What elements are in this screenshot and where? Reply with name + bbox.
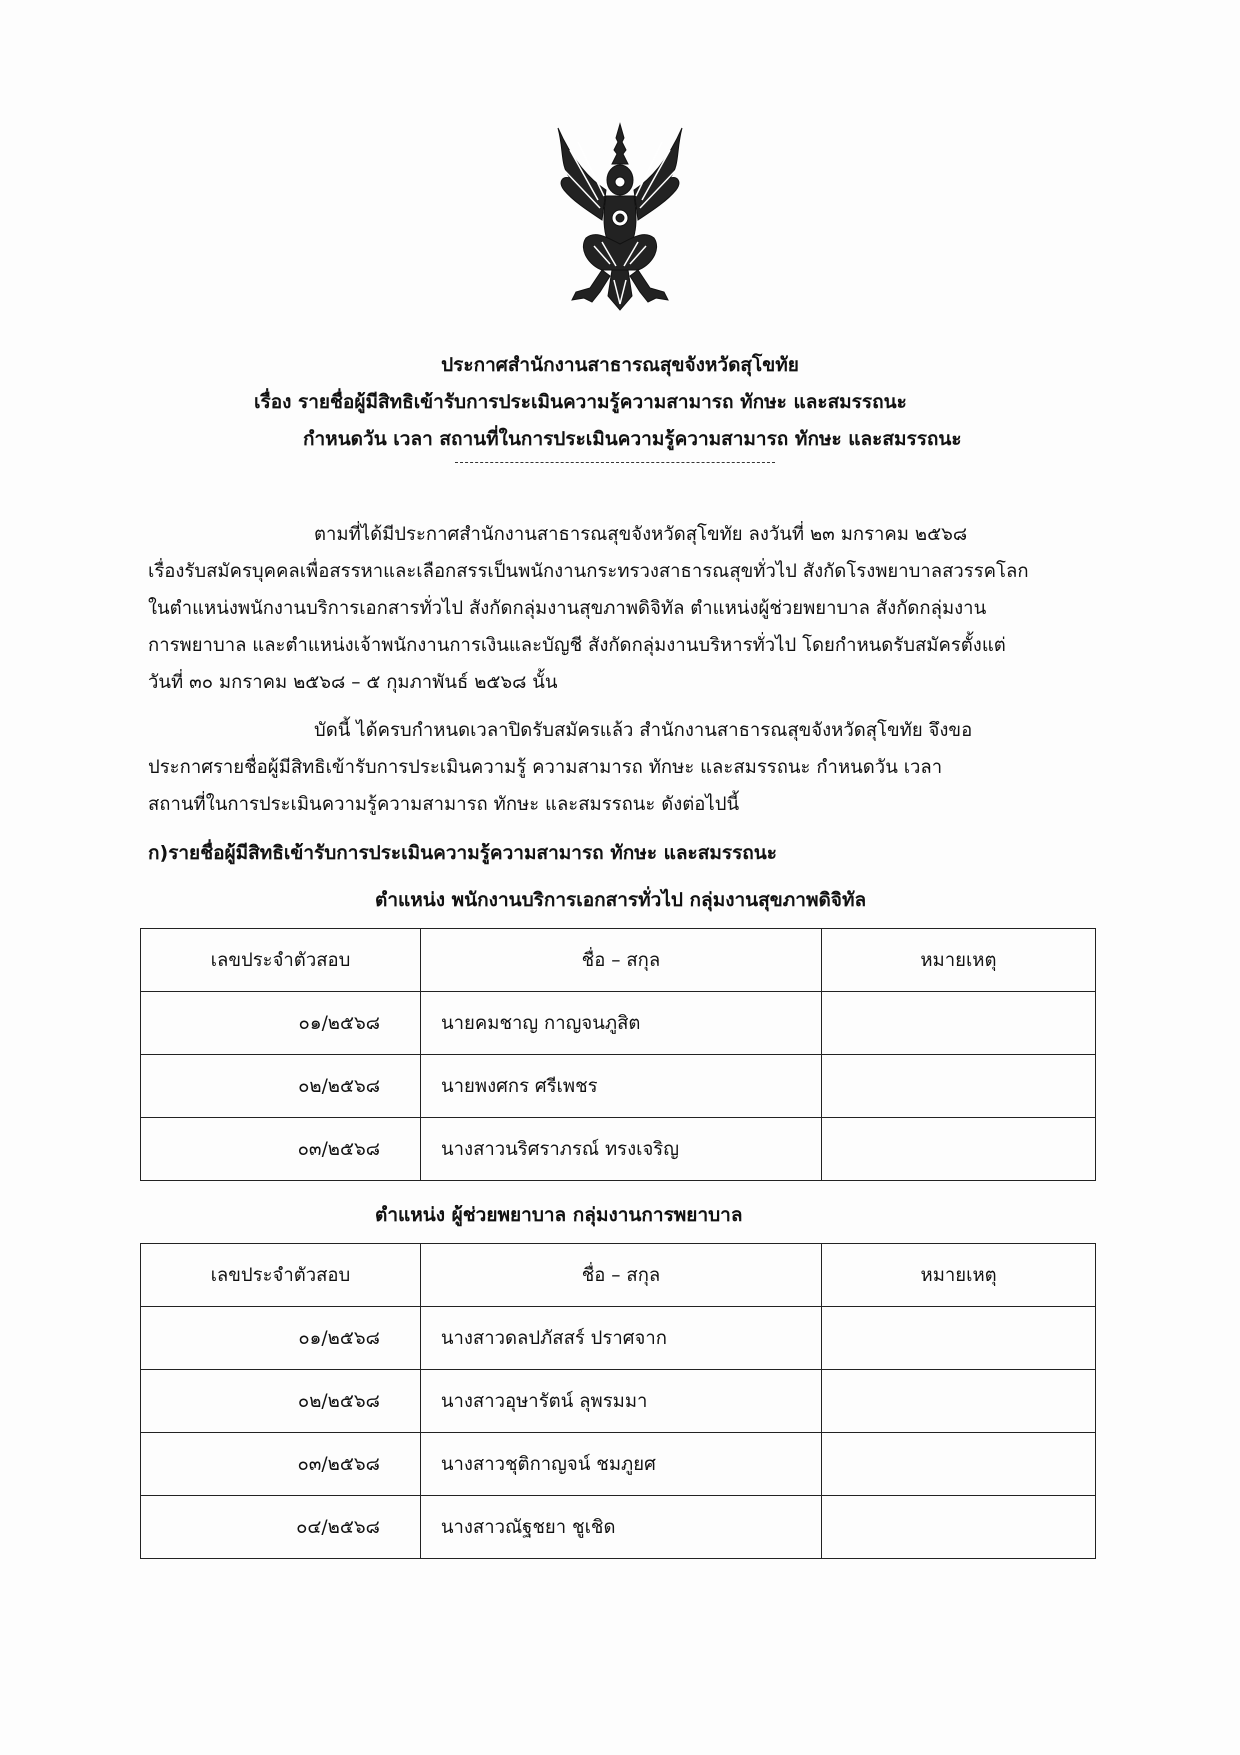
table-row: [141, 1496, 1096, 1559]
position-title-nursing: ตำแหน่ง ผู้ช่วยพยาบาล กลุ่มงานการพยาบาล: [375, 1204, 743, 1226]
column-header-name: ชื่อ – สกุล: [421, 929, 822, 992]
table-header-row: [141, 1244, 1096, 1307]
column-header-exam-id: เลขประจำตัวสอบ: [141, 1244, 421, 1307]
paragraph-line: วันที่ ๓๐ มกราคม ๒๕๖๘ – ๕ กุมภาพันธ์ ๒๕๖๘ นั้น: [148, 672, 558, 693]
candidate-name-cell: นายพงศกร ศรีเพชร: [421, 1055, 822, 1118]
exam-id-cell: ๐๔/๒๕๖๘: [141, 1496, 421, 1559]
column-header-exam-id: เลขประจำตัวสอบ: [141, 929, 421, 992]
paragraph-line: บัดนี้ ได้ครบกำหนดเวลาปิดรับสมัครแล้ว สำนักงานสาธารณสุขจังหวัดสุโขทัย จึงขอ: [314, 720, 973, 741]
paragraph-announcement: [148, 712, 1084, 823]
position-title-digital-health: ตำแหน่ง พนักงานบริการเอกสารทั่วไป กลุ่มงานสุขภาพดิจิทัล: [375, 889, 867, 911]
table-row: [141, 1433, 1096, 1496]
announcement-title: ประกาศสำนักงานสาธารณสุขจังหวัดสุโขทัย: [441, 354, 799, 376]
note-cell: [822, 1307, 1096, 1370]
exam-id-cell: ๐๑/๒๕๖๘: [141, 1307, 421, 1370]
garuda-emblem-icon: [550, 120, 690, 315]
candidate-name-cell: นางสาวณัฐชยา ชูเชิด: [420, 1496, 821, 1559]
section-a-heading: ก)รายชื่อผู้มีสิทธิเข้ารับการประเมินความรู้ความสามารถ ทักษะ และสมรรถนะ: [148, 842, 777, 864]
note-cell: [822, 1370, 1096, 1433]
candidate-table-nursing: [140, 1243, 1096, 1559]
exam-id-cell: ๐๓/๒๕๖๘: [141, 1433, 421, 1496]
paragraph-line: สถานที่ในการประเมินความรู้ความสามารถ ทักษะ และสมรรถนะ ดังต่อไปนี้: [148, 794, 740, 815]
candidate-name-cell: นางสาวนริศราภรณ์ ทรงเจริญ: [421, 1118, 822, 1181]
table-row: [141, 992, 1096, 1055]
table-row: [141, 1055, 1096, 1118]
paragraph-line: เรื่องรับสมัครบุคคลเพื่อสรรหาและเลือกสรรเป็นพนักงานกระทรวงสาธารณสุขทั่วไป สังกัดโรงพยาบาลสวรรคโลก: [148, 561, 1029, 582]
table-row: [141, 1370, 1096, 1433]
column-header-name: ชื่อ – สกุล: [420, 1244, 821, 1307]
title-divider: [455, 462, 775, 463]
table-row: [141, 1307, 1096, 1370]
paragraph-background: [148, 516, 1084, 701]
note-cell: [821, 1055, 1095, 1118]
candidate-name-cell: นายคมชาญ กาญจนภูสิต: [421, 992, 822, 1055]
table-header-row: [141, 929, 1096, 992]
note-cell: [821, 992, 1095, 1055]
candidate-name-cell: นางสาวดลปภัสสร์ ปราศจาก: [420, 1307, 821, 1370]
paragraph-line: ตามที่ได้มีประกาศสำนักงานสาธารณสุขจังหวัดสุโขทัย ลงวันที่ ๒๓ มกราคม ๒๕๖๘: [314, 524, 968, 545]
candidate-name-cell: นางสาวอุษารัตน์ ลุพรมมา: [420, 1370, 821, 1433]
paragraph-line: ในตำแหน่งพนักงานบริการเอกสารทั่วไป สังกัดกลุ่มงานสุขภาพดิจิทัล ตำแหน่งผู้ช่วยพยาบาล สังกัดกลุ่มงาน: [148, 598, 987, 619]
note-cell: [822, 1433, 1096, 1496]
paragraph-line: ประกาศรายชื่อผู้มีสิทธิเข้ารับการประเมินความรู้ ความสามารถ ทักษะ และสมรรถนะ กำหนดวัน เวลา: [148, 757, 943, 778]
announcement-subject-continued: กำหนดวัน เวลา สถานที่ในการประเมินความรู้ความสามารถ ทักษะ และสมรรถนะ: [303, 428, 962, 450]
exam-id-cell: ๐๒/๒๕๖๘: [141, 1055, 421, 1118]
column-header-note: หมายเหตุ: [822, 1244, 1096, 1307]
exam-id-cell: ๐๓/๒๕๖๘: [141, 1118, 421, 1181]
announcement-subject: เรื่อง รายชื่อผู้มีสิทธิเข้ารับการประเมินความรู้ความสามารถ ทักษะ และสมรรถนะ: [254, 391, 907, 413]
candidate-table-digital-health: [140, 928, 1096, 1181]
exam-id-cell: ๐๒/๒๕๖๘: [141, 1370, 421, 1433]
exam-id-cell: ๐๑/๒๕๖๘: [141, 992, 421, 1055]
column-header-note: หมายเหตุ: [821, 929, 1095, 992]
note-cell: [821, 1118, 1095, 1181]
note-cell: [822, 1496, 1096, 1559]
paragraph-line: การพยาบาล และตำแหน่งเจ้าพนักงานการเงินและบัญชี สังกัดกลุ่มงานบริหารทั่วไป โดยกำหนดรับสมัครตั้งแต่: [148, 635, 1006, 656]
candidate-name-cell: นางสาวชุติกาญจน์ ชมภูยศ: [420, 1433, 821, 1496]
table-row: [141, 1118, 1096, 1181]
